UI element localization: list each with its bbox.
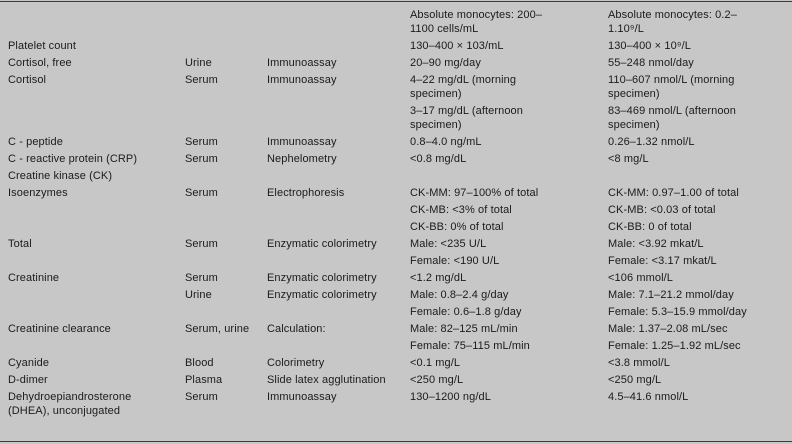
cell-text-line: Immunoassay (267, 136, 337, 148)
cell-text-line: Serum (185, 187, 218, 199)
test-name-cell (8, 322, 185, 339)
conventional-units-cell (410, 8, 608, 39)
conventional-units-cell (410, 322, 608, 356)
cell-text-line: Male: 7.1–21.2 mmol/day (608, 289, 734, 301)
cell-text-line: Female: <3.17 mkat/L (608, 255, 717, 267)
cell-text-line: <8 mg/L (608, 153, 649, 165)
test-name-cell (8, 73, 185, 90)
cell-text-line: Total (8, 238, 32, 250)
cell-text-line: Urine (185, 289, 212, 301)
test-name-cell (8, 356, 185, 373)
cell-text-line: CK-MM: 0.97–1.00 of total (608, 187, 739, 199)
cell-text-line: D-dimer (8, 374, 48, 386)
cell-text-line: Blood (185, 357, 214, 369)
cell-text-line: 130–400 × 10⁹/L (608, 40, 691, 52)
table-bottom-rule (0, 441, 792, 442)
cell-text-line: Urine (185, 57, 212, 69)
test-name-cell (8, 237, 185, 254)
cell-text-line: Enzymatic colorimetry (267, 289, 377, 301)
si-units-cell (608, 135, 792, 152)
cell-text-line: Male: 82–125 mL/min (410, 323, 518, 335)
si-units-cell (608, 237, 792, 271)
cell-text-line: Female: <190 U/L (410, 255, 500, 267)
conventional-units-cell (410, 56, 608, 73)
test-name-cell (8, 169, 185, 186)
cell-text-line: Female: 75–115 mL/min (410, 340, 530, 352)
si-units-cell (608, 356, 792, 373)
specimen-cell (185, 186, 267, 203)
cell-text-line: Nephelometry (267, 153, 337, 165)
cell-text-line: Creatine kinase (CK) (8, 170, 113, 182)
method-cell (267, 373, 410, 390)
specimen-cell (185, 135, 267, 152)
cell-text-line: Enzymatic colorimetry (267, 238, 377, 250)
table-row (8, 8, 792, 39)
table-row (8, 39, 792, 56)
cell-text-line: Isoenzymes (8, 187, 68, 199)
test-name-cell (8, 39, 185, 56)
cell-text-line: Cortisol, free (8, 57, 72, 69)
cell-text-line: Serum (185, 74, 218, 86)
test-name-cell (8, 152, 185, 169)
table-row (8, 373, 792, 390)
conventional-units-cell (410, 373, 608, 390)
cell-text-line: Slide latex agglutination (267, 374, 386, 386)
table-row (8, 135, 792, 152)
cell-text-line: Cortisol (8, 74, 47, 86)
cell-text-line: Enzymatic colorimetry (267, 272, 377, 284)
specimen-cell (185, 271, 267, 305)
cell-text-line: <3.8 mmol/L (608, 357, 670, 369)
cell-text-line: 4–22 mg/dL (morning specimen) (410, 74, 517, 100)
specimen-cell (185, 373, 267, 390)
cell-text-line: Serum (185, 272, 218, 284)
cell-text-line: <0.8 mg/dL (410, 153, 467, 165)
table-row (8, 237, 792, 271)
si-units-cell (608, 39, 792, 56)
cell-text-line: Absolute monocytes: 200–1100 cells/mL (410, 9, 543, 35)
cell-text-line: <0.1 mg/L (410, 357, 461, 369)
cell-text-line: <250 mg/L (608, 374, 662, 386)
method-cell (267, 56, 410, 73)
method-cell (267, 237, 410, 254)
cell-text-line: <106 mmol/L (608, 272, 673, 284)
conventional-units-cell (410, 39, 608, 56)
table-row (8, 169, 792, 186)
method-cell (267, 135, 410, 152)
cell-text-line: Male: 1.37–2.08 mL/sec (608, 323, 728, 335)
cell-text-line: CK-MM: 97–100% of total (410, 187, 539, 199)
cell-text-line: Female: 0.6–1.8 g/day (410, 306, 522, 318)
cell-text-line: Creatinine (8, 272, 60, 284)
si-units-cell (608, 186, 792, 237)
cell-text-line: <250 mg/L (410, 374, 464, 386)
cell-text-line: Electrophoresis (267, 187, 345, 199)
cell-text-line: Female: 1.25–1.92 mL/sec (608, 340, 741, 352)
cell-text-line: Male: 0.8–2.4 g/day (410, 289, 509, 301)
cell-text-line: 130–1200 ng/dL (410, 391, 491, 403)
specimen-cell (185, 322, 267, 339)
table-row (8, 356, 792, 373)
si-units-cell (608, 152, 792, 169)
cell-text-line: Male: <235 U/L (410, 238, 487, 250)
specimen-cell (185, 356, 267, 373)
cell-text-line: Immunoassay (267, 57, 337, 69)
test-name-cell (8, 135, 185, 152)
cell-text-line: Immunoassay (267, 74, 337, 86)
table-row (8, 186, 792, 237)
cell-text-line: C - peptide (8, 136, 63, 148)
conventional-units-cell (410, 271, 608, 322)
si-units-cell (608, 271, 792, 322)
cell-text-line: Male: <3.92 mkat/L (608, 238, 704, 250)
method-cell (267, 390, 410, 407)
table-row (8, 73, 792, 135)
cell-text-line: Serum, urine (185, 323, 250, 335)
table-row (8, 390, 792, 421)
method-cell (267, 322, 410, 339)
cell-text-line: Serum (185, 153, 218, 165)
cell-text-line: 0.8–4.0 ng/mL (410, 136, 482, 148)
specimen-cell (185, 390, 267, 407)
test-name-cell (8, 186, 185, 203)
conventional-units-cell (410, 237, 608, 271)
cell-text-line: 55–248 nmol/day (608, 57, 694, 69)
si-units-cell (608, 390, 792, 407)
method-cell (267, 152, 410, 169)
cell-text-line: CK-BB: 0 of total (608, 221, 692, 233)
conventional-units-cell (410, 186, 608, 237)
table-row (8, 271, 792, 322)
cell-text-line: Serum (185, 238, 218, 250)
conventional-units-cell (410, 356, 608, 373)
conventional-units-cell (410, 73, 608, 135)
cell-text-line: Creatinine clearance (8, 323, 111, 335)
cell-text-line: Plasma (185, 374, 223, 386)
conventional-units-cell (410, 135, 608, 152)
cell-text-line: 83–469 nmol/L (afternoon specimen) (608, 105, 736, 131)
cell-text-line: 4.5–41.6 nmol/L (608, 391, 689, 403)
cell-text-line: Immunoassay (267, 391, 337, 403)
cell-text-line: <1.2 mg/dL (410, 272, 467, 284)
table-row (8, 56, 792, 73)
table-row (8, 322, 792, 356)
method-cell (267, 271, 410, 305)
cell-text-line: Absolute monocytes: 0.2–1.10⁹/L (608, 9, 737, 35)
cell-text-line: Calculation: (267, 323, 326, 335)
method-cell (267, 186, 410, 203)
si-units-cell (608, 56, 792, 73)
specimen-cell (185, 237, 267, 254)
specimen-cell (185, 152, 267, 169)
test-name-cell (8, 390, 185, 421)
conventional-units-cell (410, 390, 608, 407)
cell-text-line: Serum (185, 136, 218, 148)
cell-text-line: 0.26–1.32 nmol/L (608, 136, 695, 148)
cell-text-line: Serum (185, 391, 218, 403)
cell-text-line: 130–400 × 103/mL (410, 40, 504, 52)
test-name-cell (8, 373, 185, 390)
lab-reference-table (8, 8, 792, 421)
si-units-cell (608, 8, 792, 39)
cell-text-line: Dehydroepiandrosterone (DHEA), unconjugated (8, 391, 132, 417)
specimen-cell (185, 73, 267, 90)
specimen-cell (185, 56, 267, 73)
cell-text-line: Cyanide (8, 357, 50, 369)
cell-text-line: Female: 5.3–15.9 mmol/day (608, 306, 747, 318)
si-units-cell (608, 373, 792, 390)
method-cell (267, 73, 410, 90)
cell-text-line: 3–17 mg/dL (afternoon specimen) (410, 105, 523, 131)
conventional-units-cell (410, 152, 608, 169)
test-name-cell (8, 56, 185, 73)
cell-text-line: CK-BB: 0% of total (410, 221, 504, 233)
cell-text-line: CK-MB: <0.03 of total (608, 204, 716, 216)
si-units-cell (608, 322, 792, 356)
method-cell (267, 356, 410, 373)
cell-text-line: C - reactive protein (CRP) (8, 153, 138, 165)
cell-text-line: 20–90 mg/day (410, 57, 481, 69)
cell-text-line: Colorimetry (267, 357, 325, 369)
test-name-cell (8, 271, 185, 288)
table-row (8, 152, 792, 169)
si-units-cell (608, 73, 792, 135)
cell-text-line: CK-MB: <3% of total (410, 204, 512, 216)
cell-text-line: 110–607 nmol/L (morning specimen) (608, 74, 735, 100)
table-top-rule (0, 1, 792, 2)
cell-text-line: Platelet count (8, 40, 77, 52)
